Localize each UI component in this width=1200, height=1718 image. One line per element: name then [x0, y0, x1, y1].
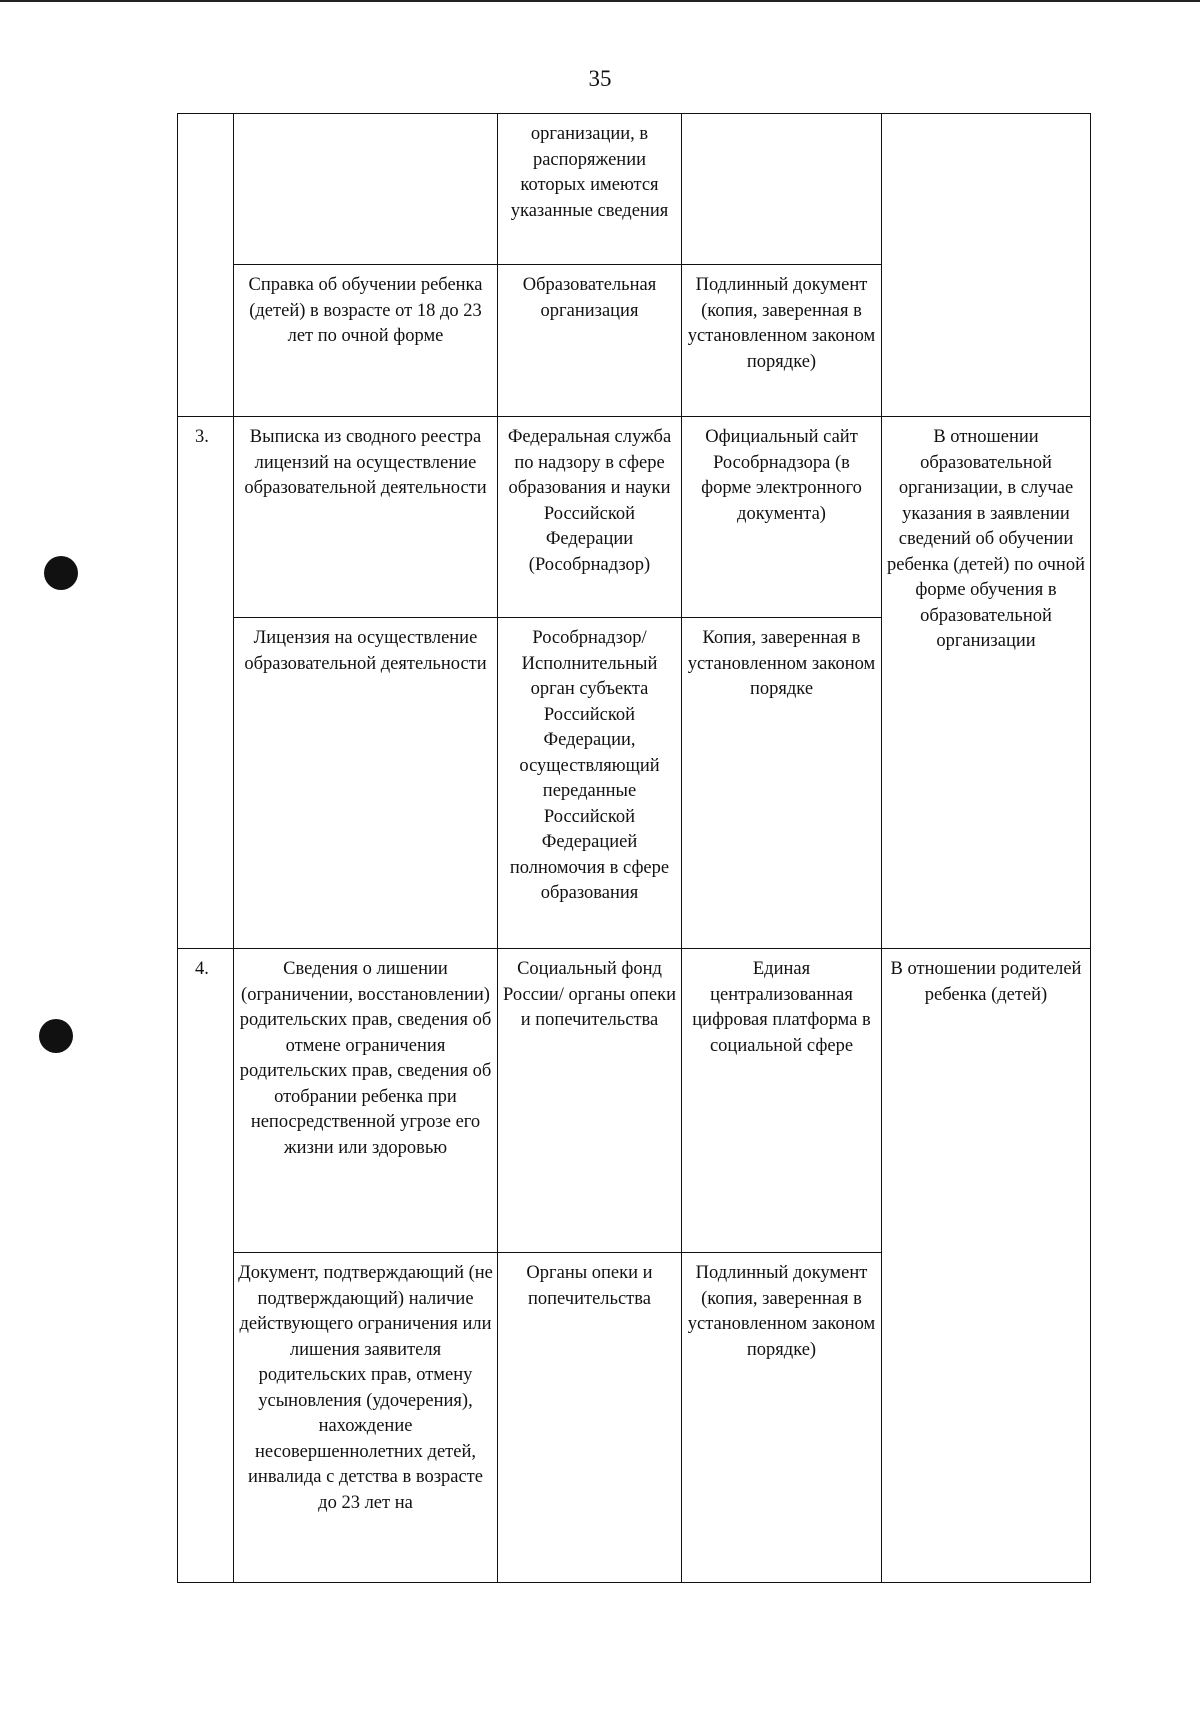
table-row: [178, 949, 1091, 1253]
source-cell: организации, в распоряжении которых имеются указанные сведения: [498, 114, 682, 265]
source-cell: Образовательная организация: [498, 265, 682, 417]
note-cell: В отношении родителей ребенка (детей): [882, 949, 1091, 1583]
note-cell: [882, 114, 1091, 417]
source-cell: Социальный фонд России/ органы опеки и попечительства: [498, 949, 682, 1253]
form-cell: Подлинный документ (копия, заверенная в установленном законом порядке): [682, 265, 882, 417]
source-cell: Рособрнадзор/ Исполнительный орган субъекта Российской Федерации, осуществляющий переданные Российской Федерацией полномочия в сфере образования: [498, 618, 682, 949]
punch-hole-mark: [44, 556, 78, 590]
form-cell: Подлинный документ (копия, заверенная в установленном законом порядке): [682, 1253, 882, 1583]
document-cell: Выписка из сводного реестра лицензий на осуществление образовательной деятельности: [234, 417, 498, 618]
punch-hole-mark: [39, 1019, 73, 1053]
form-cell: Официальный сайт Рособрнадзора (в форме электронного документа): [682, 417, 882, 618]
form-cell: Единая централизованная цифровая платформа в социальной сфере: [682, 949, 882, 1253]
row-number-cell: 4.: [178, 949, 234, 1583]
document-cell: Справка об обучении ребенка (детей) в возрасте от 18 до 23 лет по очной форме: [234, 265, 498, 417]
source-cell: Федеральная служба по надзору в сфере образования и науки Российской Федерации (Рособрнадзор): [498, 417, 682, 618]
row-number-cell: [178, 114, 234, 417]
page-top-edge: [0, 0, 1200, 2]
form-cell: Копия, заверенная в установленном законом порядке: [682, 618, 882, 949]
document-cell: Сведения о лишении (ограничении, восстановлении) родительских прав, сведения об отмене ограничения родительских прав, сведения об отобрании ребенка при непосредственной угрозе его жизни или здоровью: [234, 949, 498, 1253]
document-cell: Лицензия на осуществление образовательной деятельности: [234, 618, 498, 949]
table-row: [178, 114, 1091, 265]
documents-table: [177, 113, 1091, 1583]
form-cell: [682, 114, 882, 265]
row-number-cell: 3.: [178, 417, 234, 949]
document-cell: Документ, подтверждающий (не подтверждающий) наличие действующего ограничения или лишения заявителя родительских прав, отмену усыновления (удочерения), нахождение несовершеннолетних детей, инвалида с детства в возрасте до 23 лет на: [234, 1253, 498, 1583]
page-number: 35: [588, 66, 612, 91]
document-cell: [234, 114, 498, 265]
table-row: [178, 417, 1091, 618]
source-cell: Органы опеки и попечительства: [498, 1253, 682, 1583]
note-cell: В отношении образовательной организации, в случае указания в заявлении сведений об обучении ребенка (детей) по очной форме обучения в образовательной организации: [882, 417, 1091, 949]
